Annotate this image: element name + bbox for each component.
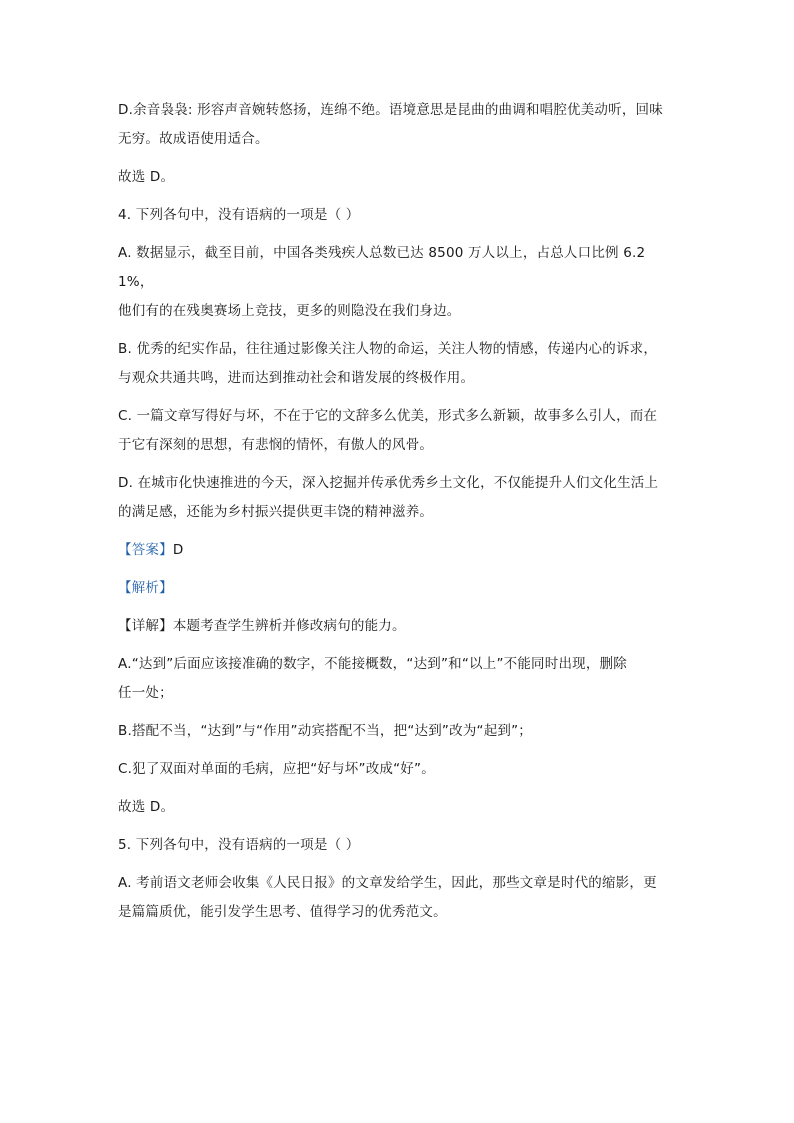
text-line xyxy=(118,612,678,641)
q4-option-a xyxy=(118,239,678,326)
text-line: B. 优秀的纪实作品，往往通过影像关注人物的命运，关注人物的情感，传递内心的诉求， xyxy=(118,341,658,357)
q5-question xyxy=(118,831,678,860)
q4-analysis xyxy=(118,574,678,603)
text-line: 无穷。故成语使用适合。 xyxy=(118,131,269,147)
q4-detail-b xyxy=(118,717,678,746)
text-line: 4. 下列各句中，没有语病的一项是（ ） xyxy=(118,207,360,223)
answer-value: D xyxy=(172,542,184,558)
q4-choose xyxy=(118,793,678,822)
text-line: D.余音袅袅: 形容声音婉转悠扬，连绵不绝。语境意思是昆曲的曲调和唱腔优美动听，回味 xyxy=(118,102,663,118)
text-line: B.搭配不当，“达到”与“作用”动宾搭配不当，把“达到”改为“起到”； xyxy=(118,723,533,739)
detail-text: 本题考查学生辨析并修改病句的能力。 xyxy=(172,618,406,634)
q4-detail-a xyxy=(118,650,678,708)
answer-tag: 【答案】 xyxy=(118,542,173,558)
text-line: A.“达到”后面应该接准确的数字，不能接概数，“达到”和“以上”不能同时出现，删除 xyxy=(118,656,627,672)
q4-detail-c xyxy=(118,755,678,784)
document-page xyxy=(118,96,678,936)
analysis-tag: 【解析】 xyxy=(118,580,173,596)
q4-option-d xyxy=(118,469,678,527)
text-line: C.犯了双面对单面的毛病，应把“好与坏”改成“好”。 xyxy=(118,761,435,777)
text-line: 的满足感，还能为乡村振兴提供更丰饶的精神滋养。 xyxy=(118,504,434,520)
q4-option-c xyxy=(118,402,678,460)
text-line: C. 一篇文章写得好与坏，不在于它的文辞多么优美，形式多么新颖，故事多么引人，而在 xyxy=(118,408,658,424)
detail-tag: 【详解】 xyxy=(118,618,173,634)
text-line: 与观众共通共鸣，进而达到推动社会和谐发展的终极作用。 xyxy=(118,370,475,386)
q4-option-b xyxy=(118,335,678,393)
q4-detail xyxy=(118,612,678,641)
text-line xyxy=(118,574,678,603)
text-line: 任一处； xyxy=(118,685,173,701)
q3-option-d xyxy=(118,96,678,154)
text-line: 于它有深刻的思想，有悲悯的情怀，有傲人的风骨。 xyxy=(118,437,434,453)
text-line: 5. 下列各句中，没有语病的一项是（ ） xyxy=(118,837,360,853)
text-line xyxy=(118,536,678,565)
text-line: D. 在城市化快速推进的今天，深入挖掘并传承优秀乡土文化，不仅能提升人们文化生活上 xyxy=(118,475,659,491)
text-line: 是篇篇质优，能引发学生思考、值得学习的优秀范文。 xyxy=(118,904,447,920)
q4-answer xyxy=(118,536,678,565)
text-line: 他们有的在残奥赛场上竞技，更多的则隐没在我们身边。 xyxy=(118,303,461,319)
text-line: 故选 D。 xyxy=(118,169,175,185)
q4-question xyxy=(118,201,678,230)
text-line: A. 数据显示，截至目前，中国各类残疾人总数已达 8500 万人以上，占总人口比例 6.21%， xyxy=(118,245,646,290)
q5-option-a xyxy=(118,869,678,927)
text-line: 故选 D。 xyxy=(118,799,175,815)
text-line: A. 考前语文老师会收集《人民日报》的文章发给学生，因此，那些文章是时代的缩影，更 xyxy=(118,875,657,891)
q3-choose xyxy=(118,163,678,192)
